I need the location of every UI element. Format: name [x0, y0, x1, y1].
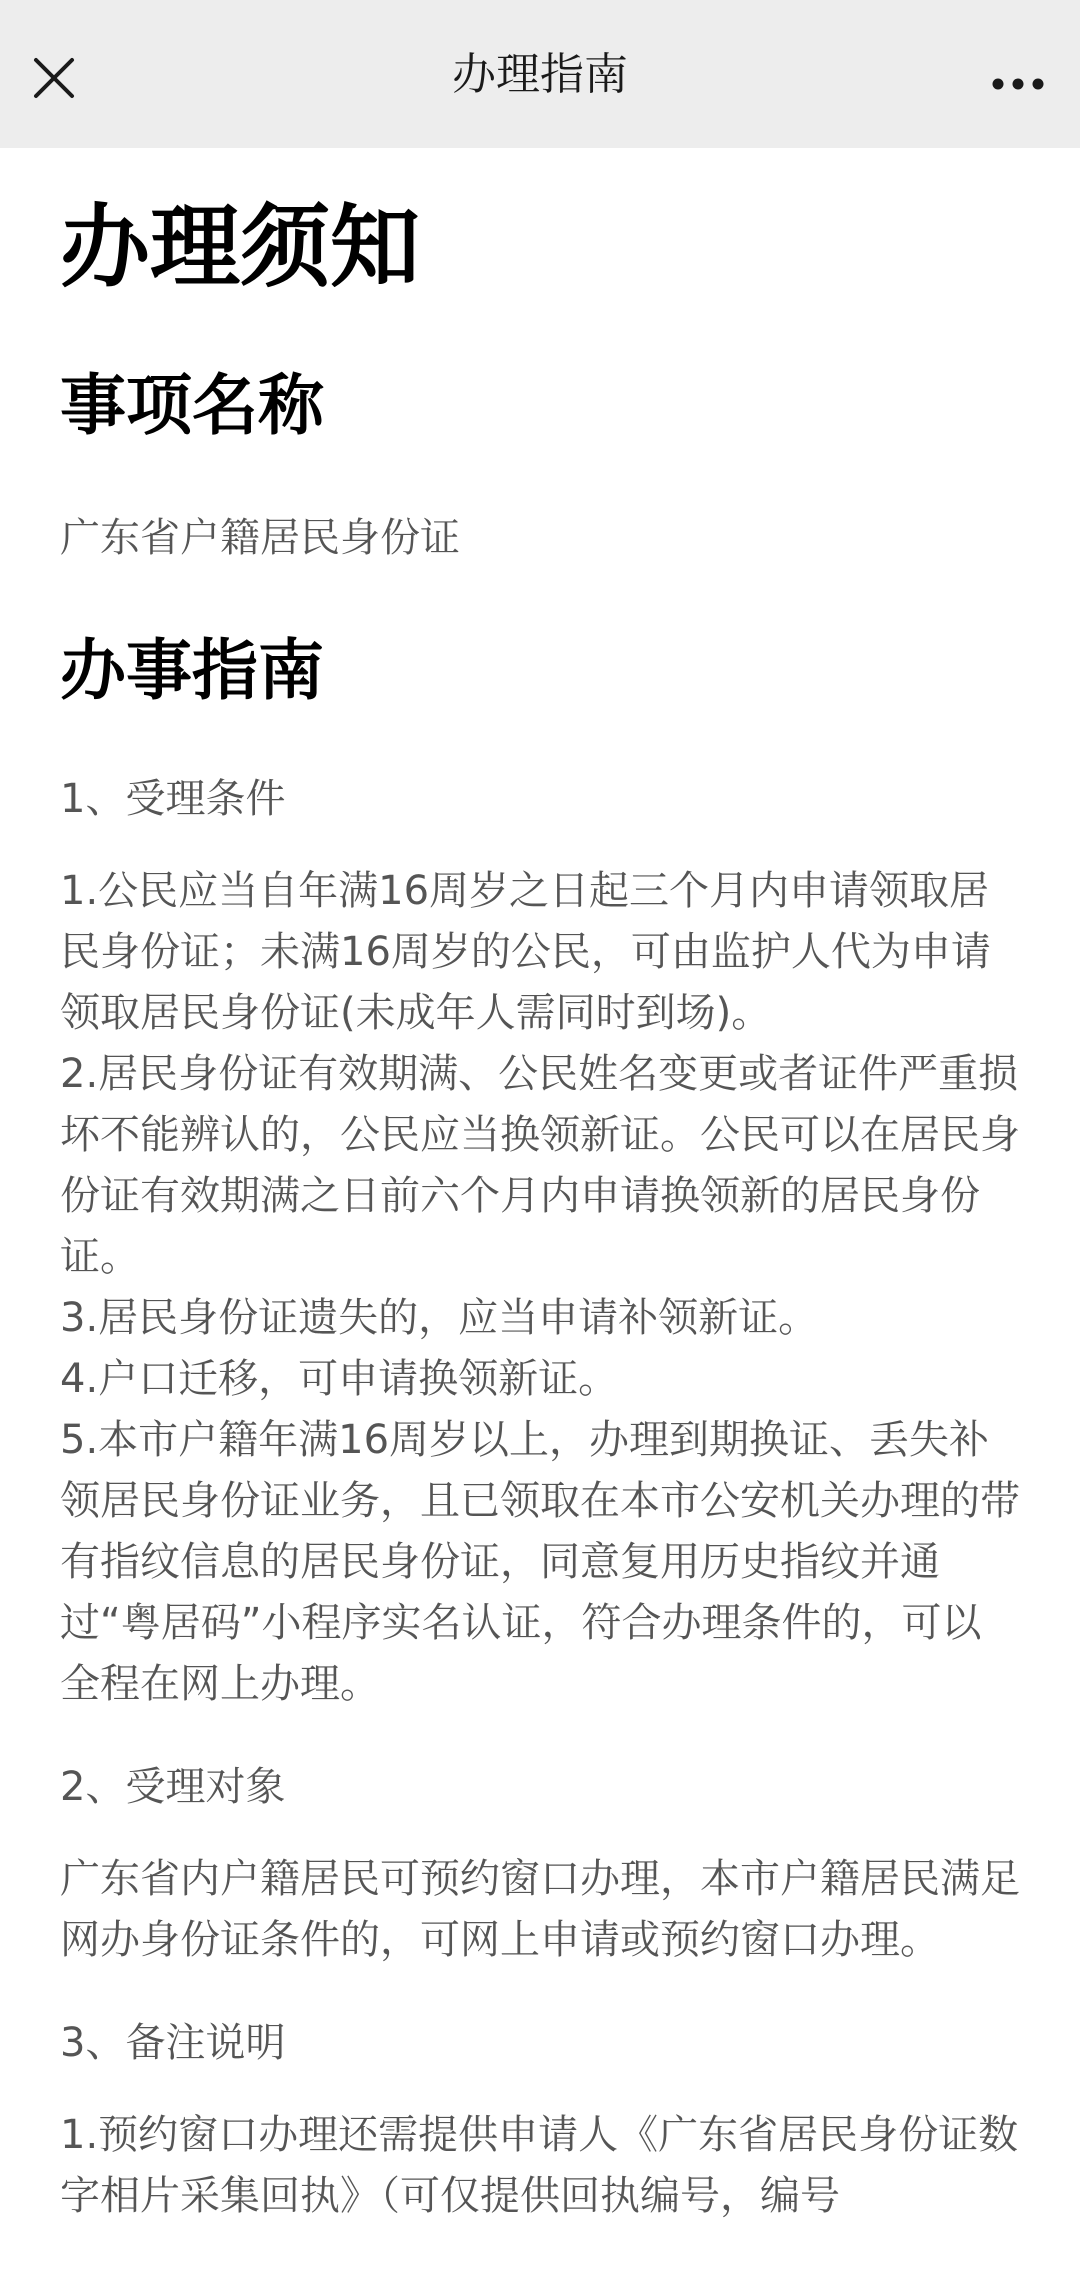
- condition-item: 5.本市户籍年满16周岁以上，办理到期换证、丢失补领居民身份证业务，且已领取在本市公安机关办理的带有指纹信息的居民身份证，同意复用历史指纹并通过“粤居码”小程序实名认证，符合办理条件的，可以全程在网上办理。: [60, 1417, 1020, 1707]
- condition-item: 4.户口迁移，可申请换领新证。: [60, 1356, 619, 1402]
- item-name: 广东省户籍居民身份证: [60, 515, 460, 561]
- condition-item: 1.公民应当自年满16周岁之日起三个月内申请领取居民身份证；未满16周岁的公民，可由监护人代为申请领取居民身份证(未成年人需同时到场)。: [60, 868, 991, 1036]
- nav-bar: [0, 0, 1080, 148]
- more-button[interactable]: [980, 46, 1056, 122]
- conditions-list: [60, 861, 1020, 1715]
- more-icon: [990, 76, 1046, 92]
- nav-title: 办理指南: [452, 49, 628, 100]
- condition-item: 3.居民身份证遗失的，应当申请补领新证。: [60, 1295, 819, 1341]
- item-name-heading: 事项名称: [60, 367, 324, 444]
- notes-text: 1.预约窗口办理还需提供申请人《广东省居民身份证数字相片采集回执》（可仅提供回执编号，编号: [60, 2112, 1019, 2219]
- article-content: [60, 148, 1020, 2227]
- guide-heading: 办事指南: [60, 632, 324, 709]
- page-title: 办理须知: [60, 195, 420, 300]
- notes-heading: 3、备注说明: [60, 2020, 286, 2066]
- conditions-heading: 1、受理条件: [60, 776, 286, 822]
- targets-heading: 2、受理对象: [60, 1764, 286, 1810]
- condition-item: 2.居民身份证有效期满、公民姓名变更或者证件严重损坏不能辨认的，公民应当换领新证。公民可以在居民身份证有效期满之日前六个月内申请换领新的居民身份证。: [60, 1051, 1020, 1280]
- targets-text: 广东省内户籍居民可预约窗口办理，本市户籍居民满足网办身份证条件的，可网上申请或预约窗口办理。: [60, 1856, 1020, 1963]
